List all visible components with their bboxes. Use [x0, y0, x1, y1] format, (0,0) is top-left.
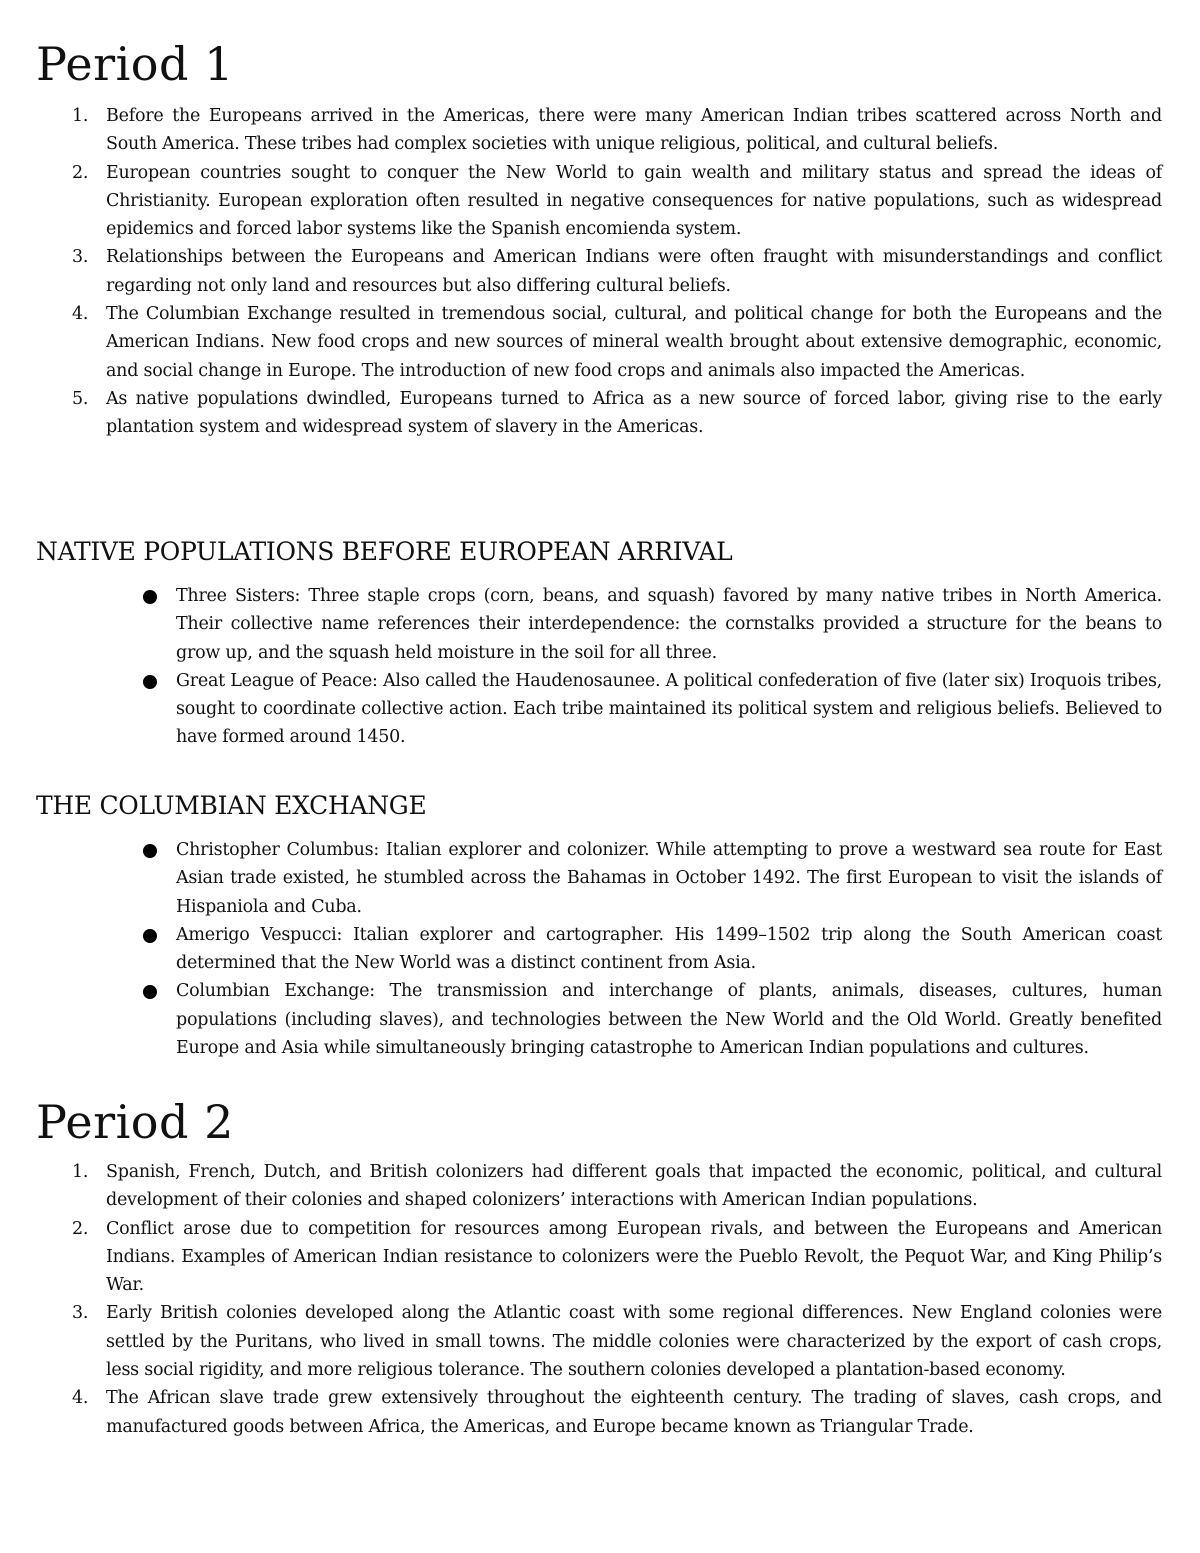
bullet-icon	[143, 590, 157, 604]
list-item	[0, 385, 1200, 442]
item-text: European countries sought to conquer the New World to gain wealth and military status and spread the ideas of Christianity. European exploration often resulted in negative consequences for native populations, such as widespread epidemics and forced labor systems like the Spanish encomienda system.	[106, 162, 1162, 240]
period-2-points	[0, 1158, 1200, 1441]
list-item	[0, 102, 1200, 159]
list-item	[0, 1215, 1200, 1300]
list-item	[0, 1299, 1200, 1384]
item-number: 4.	[72, 304, 89, 325]
columbian-exchange-heading: THE COLUMBIAN EXCHANGE	[36, 791, 427, 820]
columbian-exchange-list	[0, 836, 1200, 1062]
item-number: 5.	[72, 388, 89, 409]
item-number: 3.	[72, 1303, 89, 1324]
item-text: Conflict arose due to competition for resources among European rivals, and between the Europeans and American Indians. Examples of American Indian resistance to colonizers were the Pueblo Revolt, the Pequot War, and King Philip’s War.	[106, 1218, 1162, 1296]
item-text: Before the Europeans arrived in the Americas, there were many American Indian tribes scattered across North and South America. These tribes had complex societies with unique religious, political, and cultural beliefs.	[106, 106, 1162, 155]
list-item	[0, 1158, 1200, 1215]
item-number: 1.	[72, 1162, 89, 1182]
bullet-item	[0, 836, 1200, 921]
list-item	[0, 159, 1200, 244]
item-text: The Columbian Exchange resulted in tremendous social, cultural, and political change for both the Europeans and the American Indians. New food crops and new sources of mineral wealth brought about extensive demographic, economic, and social change in Europe. The introduction of new food crops and animals also impacted the Americas.	[106, 304, 1162, 381]
period-1-points	[0, 102, 1200, 442]
item-number: 3.	[72, 247, 89, 268]
item-text: Relationships between the Europeans and American Indians were often fraught with misunderstandings and conflict regarding not only land and resources but also differing cultural beliefs.	[106, 247, 1162, 296]
bullet-item	[0, 667, 1200, 752]
bullet-icon	[143, 844, 157, 858]
bullet-item	[0, 921, 1200, 978]
bullet-text: Amerigo Vespucci: Italian explorer and cartographer. His 1499–1502 trip along the South American coast determined that the New World was a distinct continent from Asia.	[176, 924, 1162, 974]
bullet-item	[0, 977, 1200, 1062]
list-item	[0, 300, 1200, 385]
item-number: 1.	[72, 106, 89, 126]
item-number: 4.	[72, 1388, 89, 1409]
item-number: 2.	[72, 162, 89, 183]
list-item	[0, 1384, 1200, 1441]
bullet-text: Christopher Columbus: Italian explorer and colonizer. While attempting to prove a westward sea route for East Asian trade existed, he stumbled across the Bahamas in October 1492. The first European to visit the islands of Hispaniola and Cuba.	[176, 840, 1162, 917]
item-text: The African slave trade grew extensively throughout the eighteenth century. The trading of slaves, cash crops, and manufactured goods between Africa, the Americas, and Europe became known as Triangular Trade.	[106, 1388, 1162, 1437]
bullet-icon	[143, 675, 157, 689]
native-populations-heading: NATIVE POPULATIONS BEFORE EUROPEAN ARRIVAL	[36, 537, 733, 566]
item-text: As native populations dwindled, Europeans turned to Africa as a new source of forced labor, giving rise to the early plantation system and widespread system of slavery in the Americas.	[106, 388, 1162, 438]
item-text: Spanish, French, Dutch, and British colonizers had different goals that impacted the economic, political, and cultural development of their colonies and shaped colonizers’ interactions with American Indian populations.	[106, 1162, 1162, 1211]
bullet-icon	[143, 985, 157, 999]
bullet-item	[0, 582, 1200, 667]
bullet-text: Columbian Exchange: The transmission and interchange of plants, animals, diseases, cultures, human populations (including slaves), and technologies between the New World and the Old World. Greatly benefited Europe and Asia while simultaneously bringing catastrophe to American Indian populations and cultures.	[176, 981, 1162, 1059]
native-populations-list	[0, 582, 1200, 752]
list-item	[0, 243, 1200, 300]
period-1-title: Period 1	[36, 37, 234, 91]
period-2-title: Period 2	[36, 1095, 234, 1149]
item-number: 2.	[72, 1218, 89, 1239]
bullet-icon	[143, 929, 157, 943]
bullet-text: Three Sisters: Three staple crops (corn, beans, and squash) favored by many native tribes in North America. Their collective name references their interdependence: the cornstalks provided a structure for the beans to grow up, and the squash held moisture in the soil for all three.	[176, 586, 1162, 663]
bullet-text: Great League of Peace: Also called the Haudenosaunee. A political confederation of five (later six) Iroquois tribes, sought to coordinate collective action. Each tribe maintained its political system and religious beliefs. Believed to have formed around 1450.	[176, 670, 1162, 748]
item-text: Early British colonies developed along the Atlantic coast with some regional differences. New England colonies were settled by the Puritans, who lived in small towns. The middle colonies were characterized by the export of cash crops, less social rigidity, and more religious tolerance. The southern colonies developed a plantation-based economy.	[106, 1303, 1162, 1381]
